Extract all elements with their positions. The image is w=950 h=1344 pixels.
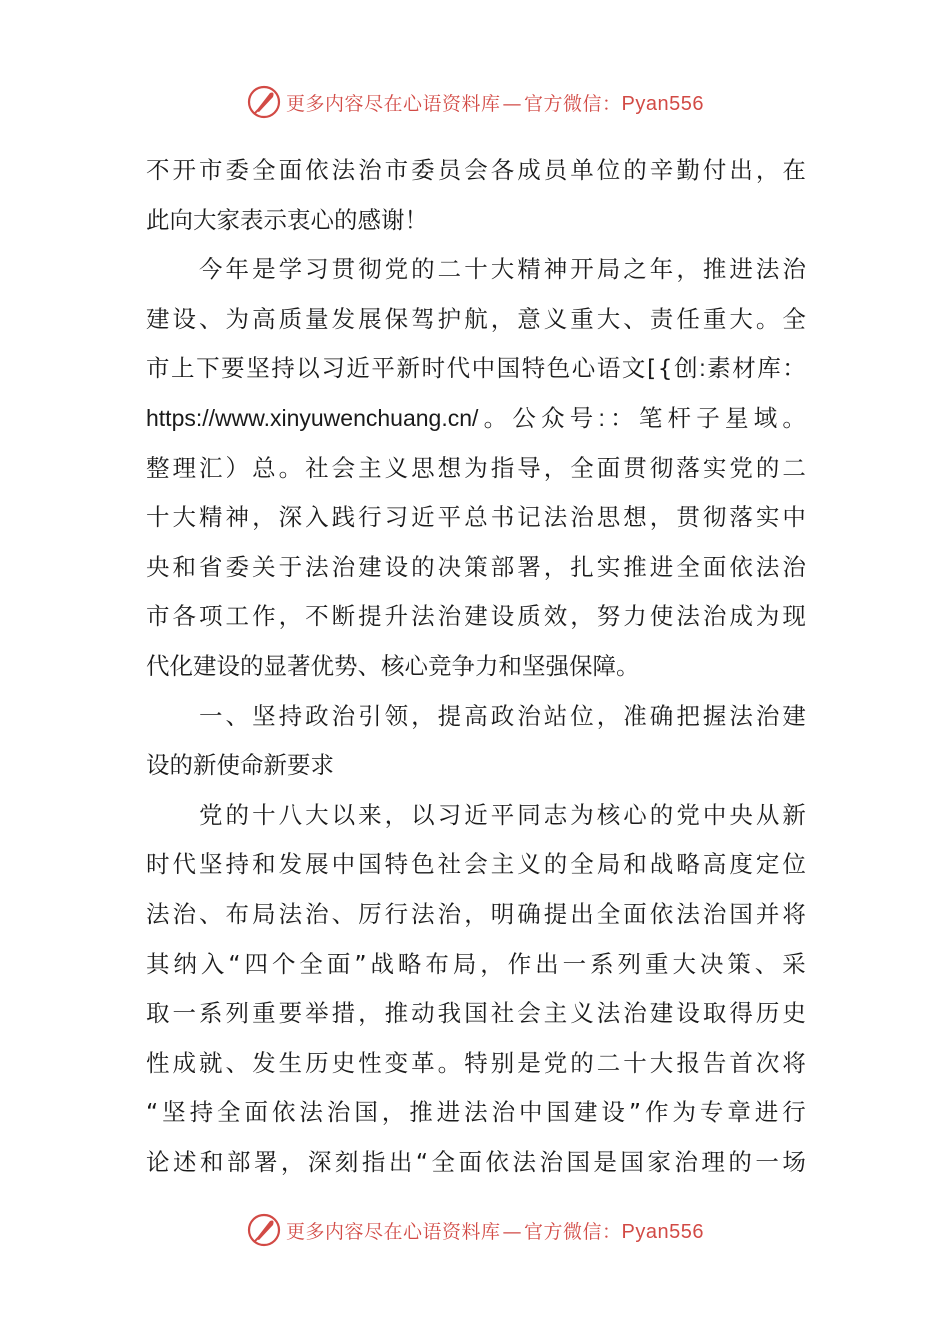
text-line: 法 治 、 布 局 法 治 、 厉 行 法 治 ， 明 确 提 出 全 面 依 法 治 国 并 将 xyxy=(146,899,806,928)
text-line: 市 各 项 工 作 ， 不 断 提 升 法 治 建 设 质 效 ， 努 力 使 法 治 成 为 现 xyxy=(146,602,806,631)
banner-contact-label: 官方微信： xyxy=(524,1220,622,1243)
text-line: 市 上 下 要 坚 持 以 习 近 平 新 时 代 中 国 特 色 心 语 文 [ { 创 : 素 材 库 ： xyxy=(146,354,806,383)
banner-dash: — xyxy=(502,92,523,115)
text-line: 十 大 精 神 ， 深 入 践 行 习 近 平 总 书 记 法 治 思 想 ， 贯 彻 落 实 中 xyxy=(146,503,806,532)
quill-pen-icon xyxy=(246,84,282,120)
banner-dash: — xyxy=(502,1220,523,1243)
banner-text xyxy=(286,89,704,116)
banner-main-text: 更多内容尽在心语资料库 xyxy=(286,92,501,115)
text-line: “ 坚 持 全 面 依 法 治 国 ， 推 进 法 治 中 国 建 设 ” 作 为 专 章 进 行 xyxy=(146,1098,806,1127)
text-line: 党 的 十 八 大 以 来 ， 以 习 近 平 同 志 为 核 心 的 党 中 央 从 新 xyxy=(199,800,806,829)
banner-contact-id: Pyan556 xyxy=(621,92,704,115)
text-line: 性 成 就 、 发 生 历 史 性 变 革 。 特 别 是 党 的 二 十 大 报 告 首 次 将 xyxy=(146,1048,806,1077)
text-line: 代 化 建 设 的 显 著 优 势 、 核 心 竞 争 力 和 坚 强 保 障 。 xyxy=(146,651,640,680)
text-line: 整 理 汇 ） 总 。 社 会 主 义 思 想 为 指 导 ， 全 面 贯 彻 落 实 党 的 二 xyxy=(146,453,806,482)
banner-contact-label: 官方微信： xyxy=(524,92,622,115)
text-line: 时 代 坚 持 和 发 展 中 国 特 色 社 会 主 义 的 全 局 和 战 略 高 度 定 位 xyxy=(146,850,806,879)
text-line: 设 的 新 使 命 新 要 求 xyxy=(146,751,334,780)
banner-main-text: 更多内容尽在心语资料库 xyxy=(286,1220,501,1243)
text-line: 建 设 、 为 高 质 量 发 展 保 驾 护 航 ， 意 义 重 大 、 责 任 重 大 。 全 xyxy=(146,304,806,333)
text-line: 取 一 系 列 重 要 举 措 ， 推 动 我 国 社 会 主 义 法 治 建 设 取 得 历 史 xyxy=(146,999,806,1028)
banner-contact-id: Pyan556 xyxy=(621,1220,704,1243)
quill-pen-icon xyxy=(246,1212,282,1248)
document-body xyxy=(146,146,806,1187)
header-watermark-banner xyxy=(0,80,950,124)
text-line: 其 纳 入 “ 四 个 全 面 ” 战 略 布 局 ， 作 出 一 系 列 重 大 决 策 、 采 xyxy=(146,949,806,978)
text-line: 一 、 坚 持 政 治 引 领 ， 提 高 政 治 站 位 ， 准 确 把 握 法 治 建 xyxy=(199,701,806,730)
footer-watermark-banner xyxy=(0,1208,950,1252)
text-line: 此 向 大 家 表 示 衷 心 的 感 谢 ！ xyxy=(146,205,428,234)
text-line: 论 述 和 部 署 ， 深 刻 指 出 “ 全 面 依 法 治 国 是 国 家 治 理 的 一 场 xyxy=(146,1147,806,1176)
banner-text xyxy=(286,1217,704,1244)
text-line: 不 开 市 委 全 面 依 法 治 市 委 员 会 各 成 员 单 位 的 辛 勤 付 出 ， 在 xyxy=(146,156,806,184)
text-line: 央 和 省 委 关 于 法 治 建 设 的 决 策 部 署 ， 扎 实 推 进 全 面 依 法 治 xyxy=(146,552,806,581)
text-line: 今 年 是 学 习 贯 彻 党 的 二 十 大 精 神 开 局 之 年 ， 推 进 法 治 xyxy=(199,255,806,284)
text-line: https://www.xinyuwenchuang.cn/ 。 公 众 号 : ： 笔 杆 子 星 域 。 xyxy=(146,403,806,432)
